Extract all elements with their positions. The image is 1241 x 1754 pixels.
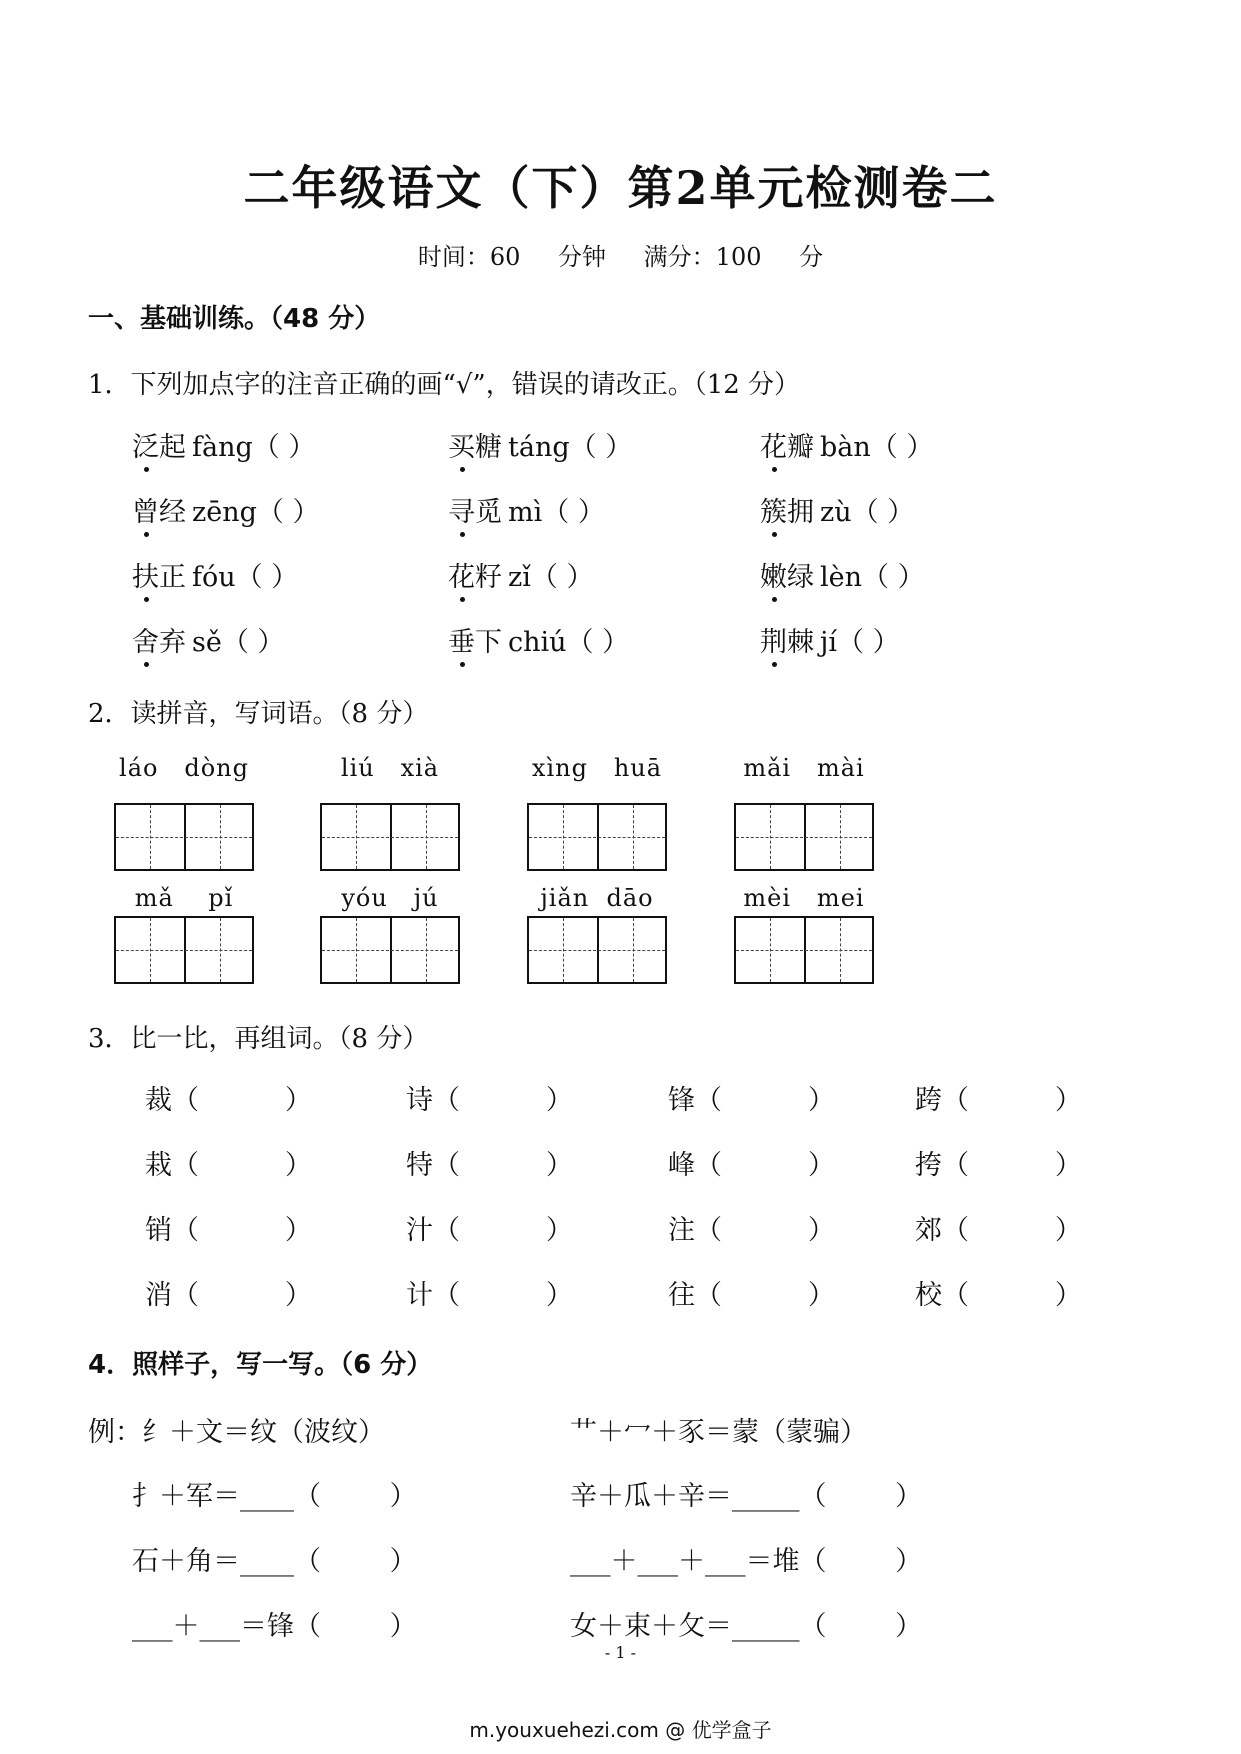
writing-grid[interactable] <box>114 803 254 871</box>
grid-guide-line <box>840 918 841 982</box>
dotted-char: 扶 <box>132 555 159 594</box>
q4-exercise[interactable]: ___＋___＋___＝堆（ ） <box>570 1546 923 1577</box>
q1-item <box>448 425 632 464</box>
pinyin-label: liú xià <box>340 754 440 782</box>
exam-info: 时间：60 分钟 满分：100 分 <box>417 243 824 271</box>
page-title: 二年级语文（下）第2单元检测卷二 <box>243 161 998 215</box>
grid-guide-line <box>736 837 872 838</box>
q1-item <box>132 490 319 529</box>
q1-item <box>760 425 933 464</box>
pinyin-label: mǎi mài <box>743 754 865 782</box>
q1-item <box>132 555 298 594</box>
grid-guide-line <box>356 918 357 982</box>
q1-item <box>760 490 914 529</box>
q3-word-slot[interactable]: 汁（ ） <box>406 1215 573 1246</box>
writing-grid[interactable] <box>320 916 460 984</box>
dotted-char: 花 <box>448 555 475 594</box>
section-1-heading: 一、基础训练。（48 分） <box>88 304 381 334</box>
writing-grid[interactable] <box>320 803 460 871</box>
grid-guide-line <box>529 837 665 838</box>
grid-guide-line <box>840 805 841 869</box>
q4-exercise[interactable]: 女＋束＋攵＝_____（ ） <box>570 1611 923 1642</box>
dotted-char: 曾 <box>132 490 159 529</box>
q3-word-slot[interactable]: 校（ ） <box>915 1280 1082 1311</box>
writing-grid[interactable] <box>527 803 667 871</box>
dotted-char: 嫩 <box>760 555 787 594</box>
pinyin-answer[interactable]: fàng（ ） <box>192 432 316 463</box>
pinyin-label: jiǎn dāo <box>540 884 654 912</box>
pinyin-label: mèi mei <box>743 884 865 912</box>
q1-item <box>132 425 315 464</box>
q3-word-slot[interactable]: 栽（ ） <box>145 1150 312 1181</box>
q3-word-slot[interactable]: 注（ ） <box>668 1215 835 1246</box>
q3-word-slot[interactable]: 挎（ ） <box>915 1150 1082 1181</box>
q3-word-slot[interactable]: 往（ ） <box>668 1280 835 1311</box>
grid-guide-line <box>322 837 458 838</box>
word-rest: 棘 <box>787 627 814 658</box>
q3-word-slot[interactable]: 诗（ ） <box>406 1085 573 1116</box>
grid-guide-line <box>116 837 252 838</box>
dotted-char: 花 <box>760 425 787 464</box>
word-rest: 觅 <box>475 497 502 528</box>
footer-watermark: m.youxuehezi.com @ 优学盒子 <box>469 1718 772 1742</box>
q1-title: 1．下列加点字的注音正确的画“√”，错误的请改正。（12 分） <box>88 370 801 400</box>
grid-guide-line <box>220 805 221 869</box>
word-rest: 糖 <box>475 432 502 463</box>
q4-exercise[interactable]: 石＋角＝____（ ） <box>132 1546 417 1577</box>
grid-guide-line <box>426 918 427 982</box>
q4-exercise[interactable]: ___＋___＝锋（ ） <box>132 1611 417 1642</box>
dotted-char: 寻 <box>448 490 475 529</box>
dotted-char: 买 <box>448 425 475 464</box>
pinyin-answer[interactable]: mì（ ） <box>508 497 605 528</box>
word-rest: 籽 <box>475 562 502 593</box>
q3-word-slot[interactable]: 销（ ） <box>145 1215 312 1246</box>
q1-item <box>448 555 593 594</box>
q1-item <box>448 490 605 529</box>
word-rest: 瓣 <box>787 432 814 463</box>
pinyin-label: láo dòng <box>119 754 249 782</box>
pinyin-answer[interactable]: jí（ ） <box>820 627 900 658</box>
grid-guide-line <box>116 950 252 951</box>
dotted-char: 泛 <box>132 425 159 464</box>
q1-item <box>448 620 629 659</box>
grid-guide-line <box>736 950 872 951</box>
grid-guide-line <box>220 918 221 982</box>
pinyin-answer[interactable]: lèn（ ） <box>820 562 925 593</box>
page-number: - 1 - <box>604 1643 637 1662</box>
q4-exercise[interactable]: 辛＋瓜＋辛＝_____（ ） <box>570 1481 923 1512</box>
word-rest: 下 <box>475 627 502 658</box>
grid-guide-line <box>150 918 151 982</box>
word-rest: 经 <box>159 497 186 528</box>
pinyin-answer[interactable]: zēng（ ） <box>192 497 320 528</box>
q3-word-slot[interactable]: 郊（ ） <box>915 1215 1082 1246</box>
q4-example-right: 艹＋冖＋豕＝蒙（蒙骗） <box>570 1417 867 1448</box>
pinyin-answer[interactable]: zǐ（ ） <box>508 562 594 593</box>
word-rest: 正 <box>159 562 186 593</box>
grid-guide-line <box>529 950 665 951</box>
q4-exercise[interactable]: 扌＋军＝____（ ） <box>132 1481 417 1512</box>
dotted-char: 舍 <box>132 620 159 659</box>
word-rest: 起 <box>159 432 186 463</box>
word-rest: 绿 <box>787 562 814 593</box>
grid-guide-line <box>322 950 458 951</box>
q3-word-slot[interactable]: 峰（ ） <box>668 1150 835 1181</box>
grid-guide-line <box>356 805 357 869</box>
dotted-char: 垂 <box>448 620 475 659</box>
q1-item <box>132 620 284 659</box>
q3-word-slot[interactable]: 裁（ ） <box>145 1085 312 1116</box>
word-rest: 弃 <box>159 627 186 658</box>
pinyin-label: mǎ pǐ <box>134 884 234 912</box>
q4-title: 4．照样子，写一写。（6 分） <box>88 1350 433 1380</box>
q3-word-slot[interactable]: 特（ ） <box>406 1150 573 1181</box>
q4-example-left: 例：纟＋文＝纹（波纹） <box>88 1417 385 1448</box>
q3-title: 3．比一比，再组词。（8 分） <box>88 1024 429 1054</box>
grid-guide-line <box>563 805 564 869</box>
writing-grid[interactable] <box>734 916 874 984</box>
pinyin-answer[interactable]: bàn（ ） <box>820 432 934 463</box>
dotted-char: 荆 <box>760 620 787 659</box>
writing-grid[interactable] <box>527 916 667 984</box>
q3-word-slot[interactable]: 消（ ） <box>145 1280 312 1311</box>
q3-word-slot[interactable]: 锋（ ） <box>668 1085 835 1116</box>
grid-guide-line <box>770 805 771 869</box>
q1-item <box>760 620 900 659</box>
grid-guide-line <box>633 918 634 982</box>
dotted-char: 簇 <box>760 490 787 529</box>
pinyin-answer[interactable]: chiú（ ） <box>508 627 630 658</box>
writing-grid[interactable] <box>734 803 874 871</box>
pinyin-answer[interactable]: fóu（ ） <box>192 562 299 593</box>
pinyin-label: yóu jú <box>341 884 439 912</box>
word-rest: 拥 <box>787 497 814 528</box>
q1-item <box>760 555 925 594</box>
grid-guide-line <box>633 805 634 869</box>
grid-guide-line <box>426 805 427 869</box>
pinyin-answer[interactable]: táng（ ） <box>508 432 633 463</box>
q3-word-slot[interactable]: 计（ ） <box>406 1280 573 1311</box>
pinyin-label: xìng huā <box>531 754 663 782</box>
grid-guide-line <box>150 805 151 869</box>
q2-title: 2．读拼音，写词语。（8 分） <box>88 699 429 729</box>
pinyin-answer[interactable]: zù（ ） <box>820 497 915 528</box>
pinyin-answer[interactable]: sě（ ） <box>192 627 285 658</box>
grid-guide-line <box>563 918 564 982</box>
grid-guide-line <box>770 918 771 982</box>
writing-grid[interactable] <box>114 916 254 984</box>
q3-word-slot[interactable]: 跨（ ） <box>915 1085 1082 1116</box>
